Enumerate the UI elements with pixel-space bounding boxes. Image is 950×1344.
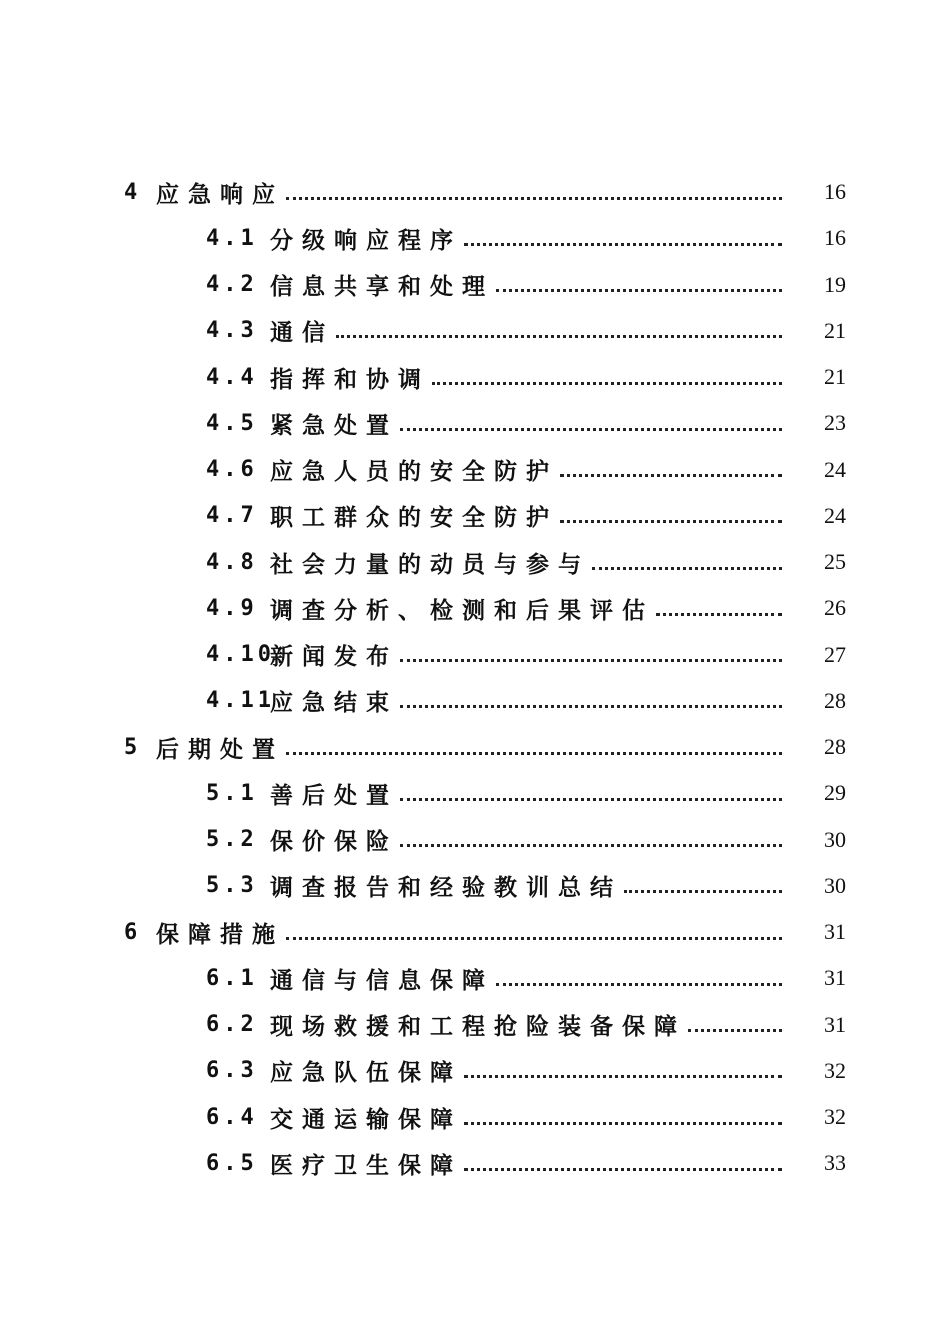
- toc-dot-leader: [286, 752, 782, 755]
- toc-entry-number: 4.2: [206, 272, 258, 298]
- toc-entry-number: 5: [124, 734, 142, 760]
- toc-entry-number: 5.2: [206, 827, 258, 853]
- toc-entry-title: 职工群众的安全防护: [270, 505, 558, 532]
- toc-entry-4-5[interactable]: [0, 400, 950, 446]
- toc-entry-6-1[interactable]: [0, 955, 950, 1001]
- toc-entry-4-2[interactable]: [0, 262, 950, 308]
- toc-entry-page-number: 16: [824, 225, 846, 251]
- toc-entry-title: 应急响应: [156, 181, 284, 208]
- toc-entry-page-number: 23: [824, 410, 846, 436]
- toc-entry-number: 6.3: [206, 1058, 258, 1084]
- toc-entry-6-4[interactable]: [0, 1094, 950, 1140]
- toc-entry-number: 4.10: [206, 642, 275, 668]
- toc-entry-page-number: 32: [824, 1057, 846, 1083]
- toc-entry-6-3[interactable]: [0, 1048, 950, 1094]
- toc-entry-4-4[interactable]: [0, 354, 950, 400]
- toc-entry-title: 保价保险: [270, 829, 398, 856]
- toc-entry-number: 4.1: [206, 225, 258, 251]
- toc-entry-page-number: 31: [824, 919, 846, 945]
- toc-entry-title: 应急队伍保障: [270, 1060, 462, 1087]
- toc-entry-number: 5.3: [206, 873, 258, 899]
- toc-entry-page-number: 28: [824, 734, 846, 760]
- toc-entry-title: 信息共享和处理: [270, 274, 494, 301]
- toc-entry-number: 4.7: [206, 503, 258, 529]
- toc-dot-leader: [560, 474, 782, 477]
- toc-entry-4-10[interactable]: [0, 632, 950, 678]
- toc-entry-page-number: 24: [824, 502, 846, 528]
- toc-entry-title: 调查分析、检测和后果评估: [270, 597, 654, 624]
- toc-entry-6-2[interactable]: [0, 1002, 950, 1048]
- toc-entry-page-number: 26: [824, 595, 846, 621]
- toc-entry-page-number: 31: [824, 965, 846, 991]
- toc-entry-number: 4.11: [206, 688, 275, 714]
- toc-entry-number: 4.4: [206, 364, 258, 390]
- toc-dot-leader: [464, 1168, 782, 1171]
- toc-entry-title: 后期处置: [156, 736, 284, 763]
- toc-dot-leader: [400, 659, 782, 662]
- toc-entry-page-number: 30: [824, 872, 846, 898]
- toc-entry-page-number: 30: [824, 826, 846, 852]
- toc-dot-leader: [496, 983, 782, 986]
- toc-entry-page-number: 33: [824, 1150, 846, 1176]
- toc-dot-leader: [400, 705, 782, 708]
- toc-entry-title: 交通运输保障: [270, 1106, 462, 1133]
- toc-dot-leader: [464, 1122, 782, 1125]
- toc-dot-leader: [496, 289, 782, 292]
- toc-dot-leader: [464, 1075, 782, 1078]
- toc-entry-page-number: 29: [824, 780, 846, 806]
- toc-entry-title: 应急结束: [270, 690, 398, 717]
- toc-entry-number: 5.1: [206, 780, 258, 806]
- toc-entry-number: 6.1: [206, 965, 258, 991]
- toc-entry-number: 4.9: [206, 595, 258, 621]
- toc-entry-title: 调查报告和经验教训总结: [270, 875, 622, 902]
- toc-entry-title: 应急人员的安全防护: [270, 459, 558, 486]
- toc-entry-page-number: 28: [824, 687, 846, 713]
- toc-entry-page-number: 31: [824, 1011, 846, 1037]
- toc-dot-leader: [400, 844, 782, 847]
- toc-entry-number: 6.2: [206, 1012, 258, 1038]
- table-of-contents: [0, 169, 950, 1187]
- toc-entry-page-number: 21: [824, 317, 846, 343]
- toc-entry-4-6[interactable]: [0, 447, 950, 493]
- toc-entry-number: 4.3: [206, 318, 258, 344]
- toc-entry-4-11[interactable]: [0, 678, 950, 724]
- toc-dot-leader: [400, 798, 782, 801]
- toc-dot-leader: [688, 1029, 782, 1032]
- toc-entry-title: 通信: [270, 320, 334, 347]
- toc-entry-title: 通信与信息保障: [270, 967, 494, 994]
- toc-entry-6-5[interactable]: [0, 1140, 950, 1186]
- toc-entry-page-number: 32: [824, 1104, 846, 1130]
- toc-entry-title: 保障措施: [156, 921, 284, 948]
- toc-entry-title: 社会力量的动员与参与: [270, 551, 590, 578]
- toc-entry-number: 6.5: [206, 1150, 258, 1176]
- toc-entry-4-1[interactable]: [0, 215, 950, 261]
- toc-dot-leader: [656, 613, 782, 616]
- toc-entry-title: 医疗卫生保障: [270, 1152, 462, 1179]
- toc-entry-title: 新闻发布: [270, 644, 398, 671]
- toc-entry-4-8[interactable]: [0, 539, 950, 585]
- toc-entry-title: 指挥和协调: [270, 366, 430, 393]
- toc-dot-leader: [336, 335, 782, 338]
- toc-entry-title: 分级响应程序: [270, 227, 462, 254]
- toc-entry-number: 4.5: [206, 410, 258, 436]
- toc-entry-number: 6.4: [206, 1104, 258, 1130]
- toc-entry-4[interactable]: [0, 169, 950, 215]
- toc-entry-number: 4.8: [206, 549, 258, 575]
- toc-entry-4-7[interactable]: [0, 493, 950, 539]
- toc-entry-page-number: 25: [824, 549, 846, 575]
- toc-entry-number: 4.6: [206, 457, 258, 483]
- toc-dot-leader: [464, 243, 782, 246]
- toc-dot-leader: [286, 197, 782, 200]
- toc-entry-page-number: 21: [824, 364, 846, 390]
- toc-entry-6[interactable]: [0, 909, 950, 955]
- toc-entry-page-number: 24: [824, 456, 846, 482]
- toc-entry-title: 现场救援和工程抢险装备保障: [270, 1014, 686, 1041]
- toc-entry-title: 紧急处置: [270, 412, 398, 439]
- toc-dot-leader: [400, 428, 782, 431]
- toc-entry-4-3[interactable]: [0, 308, 950, 354]
- toc-entry-page-number: 27: [824, 641, 846, 667]
- toc-entry-5-2[interactable]: [0, 817, 950, 863]
- toc-dot-leader: [432, 382, 782, 385]
- toc-entry-title: 善后处置: [270, 782, 398, 809]
- toc-entry-5-3[interactable]: [0, 863, 950, 909]
- toc-entry-4-9[interactable]: [0, 585, 950, 631]
- toc-entry-page-number: 19: [824, 271, 846, 297]
- toc-dot-leader: [286, 937, 782, 940]
- toc-dot-leader: [624, 890, 782, 893]
- toc-dot-leader: [560, 520, 782, 523]
- toc-entry-number: 4: [124, 179, 142, 205]
- toc-entry-number: 6: [124, 919, 142, 945]
- toc-dot-leader: [592, 567, 782, 570]
- toc-entry-5[interactable]: [0, 724, 950, 770]
- toc-entry-page-number: 16: [824, 179, 846, 205]
- toc-entry-5-1[interactable]: [0, 770, 950, 816]
